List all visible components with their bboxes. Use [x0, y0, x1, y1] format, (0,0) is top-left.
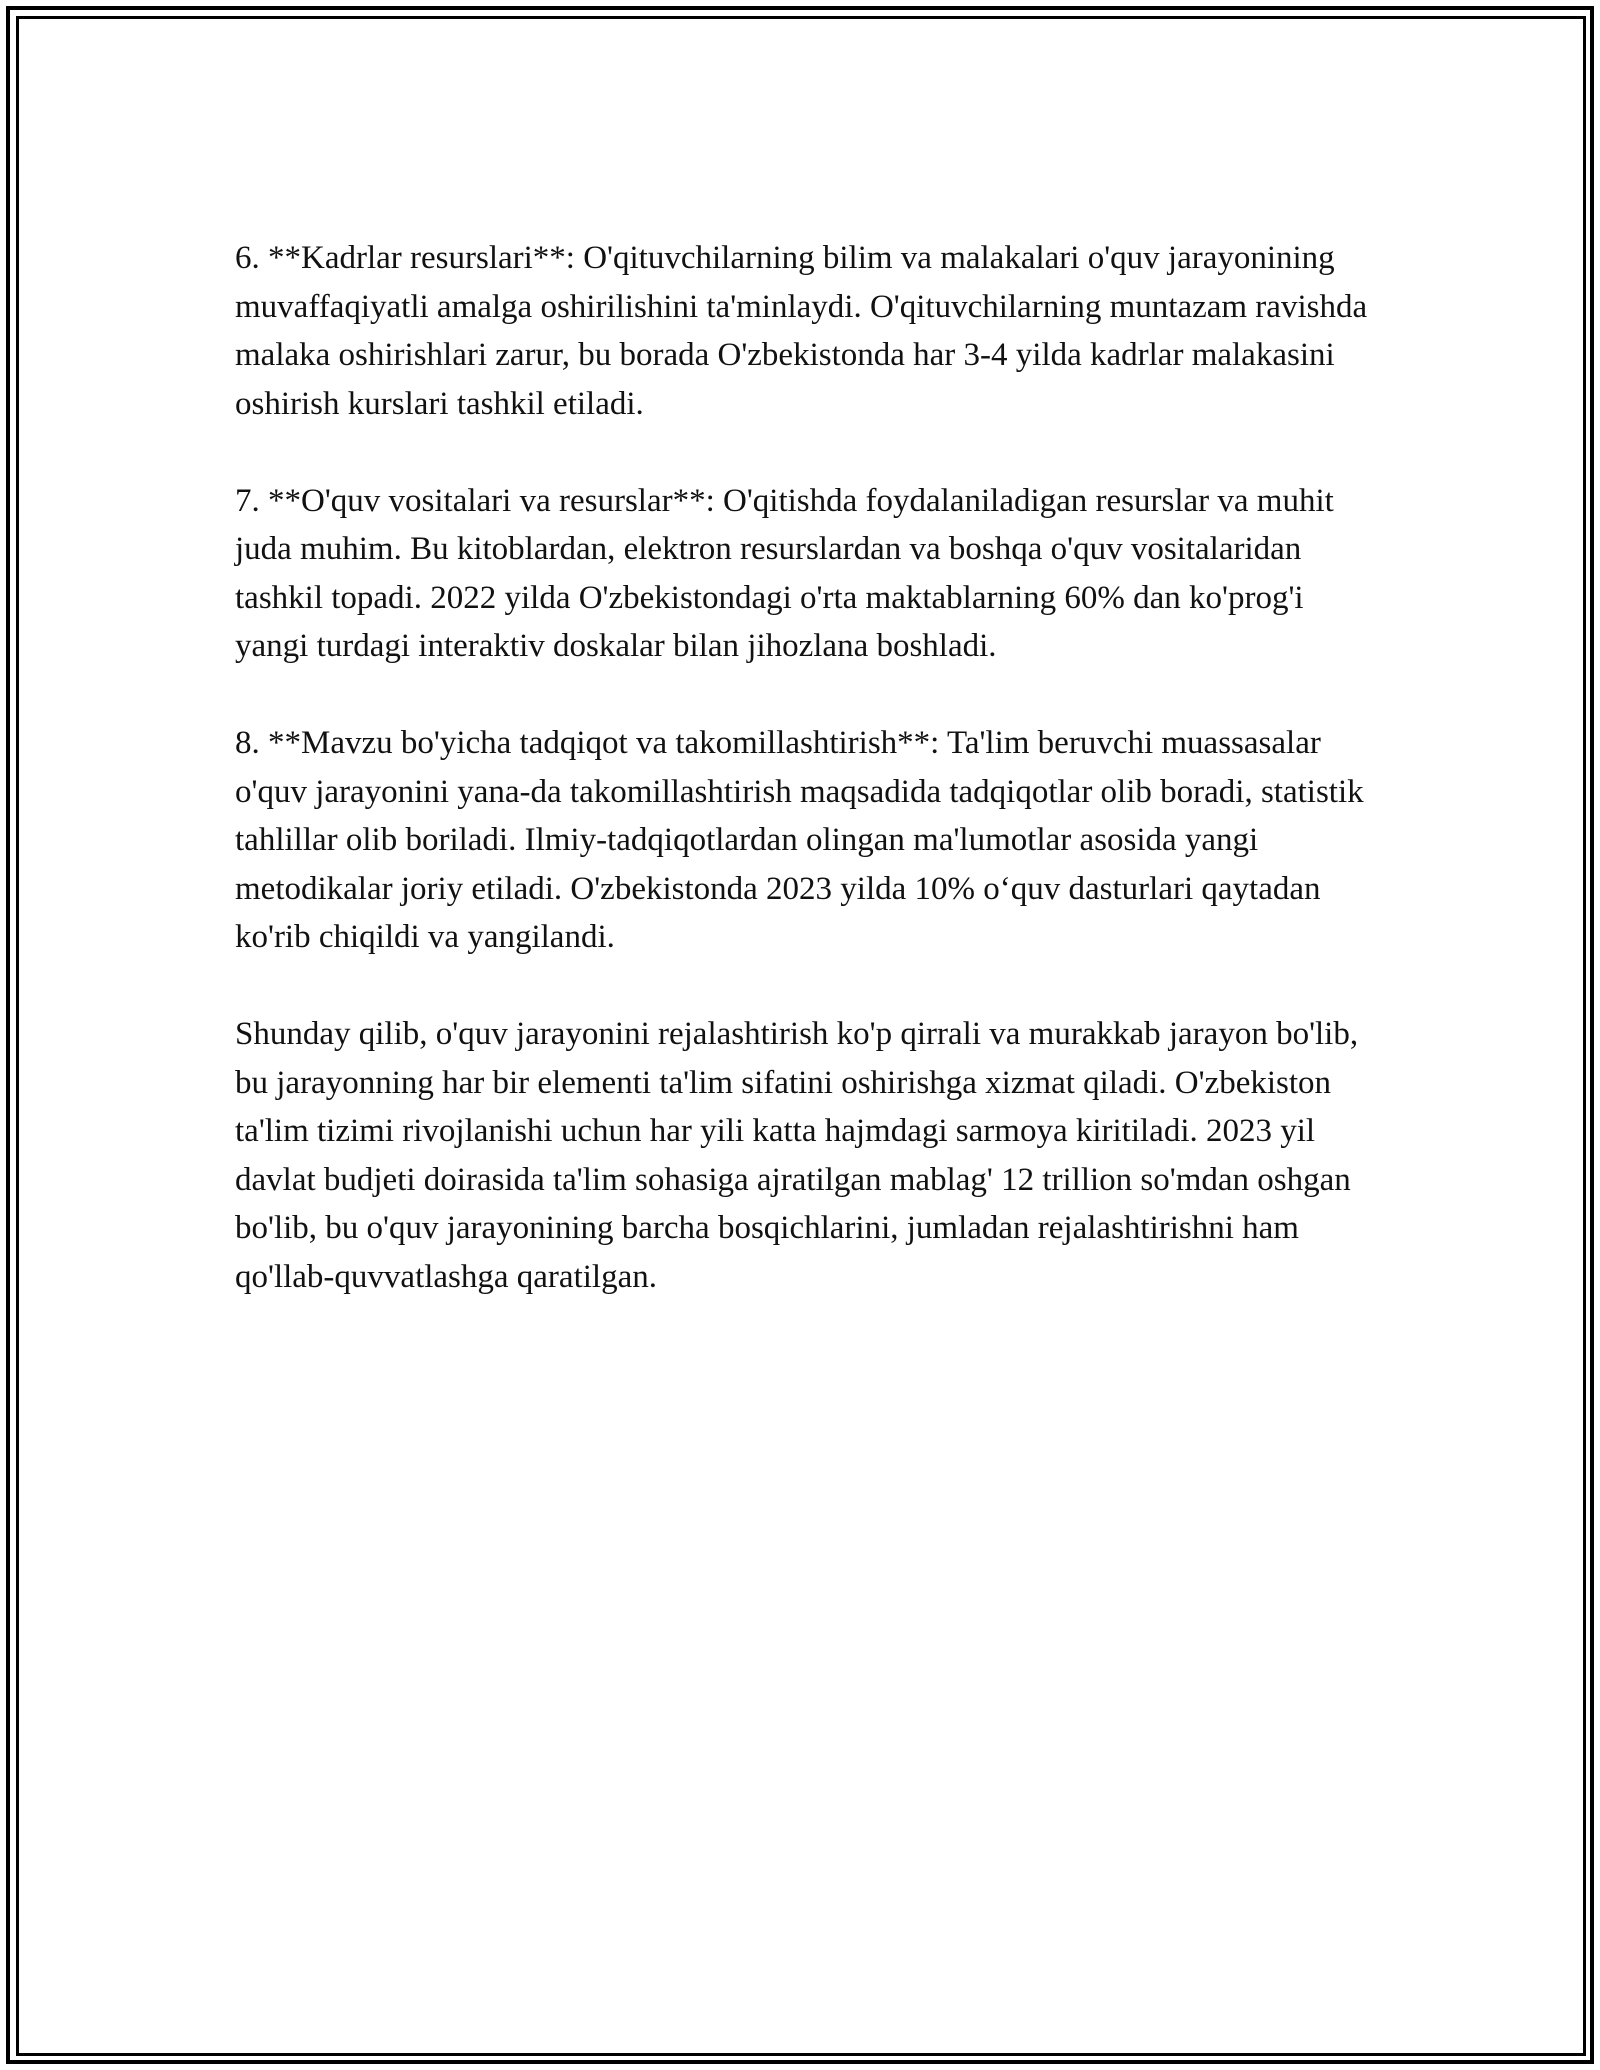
document-body — [235, 234, 1370, 1301]
paragraph-conclusion: Shunday qilib, o'quv jarayonini rejalashtirish ko'p qirrali va murakkab jarayon bo'lib, bu jarayonning har bir elementi ta'lim sifatini oshirishga xizmat qiladi. O'zbekiston ta'lim tizimi rivojlanishi uchun har yili katta hajmdagi sarmoya kiritiladi. 2023 yil davlat budjeti doirasida ta'lim sohasiga ajratilgan mablag' 12 trillion so'mdan oshgan bo'lib, bu o'quv jarayonining barcha bosqichlarini, jumladan rejalashtirishni ham qo'llab-quvvatlashga qaratilgan. — [235, 1016, 1359, 1295]
paragraph-kadrlar-resurslari: 6. **Kadrlar resurslari**: O'qituvchilarning bilim va malakalari o'quv jarayonining muvaffaqiyatli amalga oshirilishini ta'minlaydi. O'qituvchilarning muntazam ravishda malaka oshirishlari zarur, bu borada O'zbekistonda har 3-4 yilda kadrlar malakasini oshirish kurslari tashkil etiladi. — [235, 240, 1368, 422]
paragraph-mavzu-tadqiqot: 8. **Mavzu bo'yicha tadqiqot va takomillashtirish**: Ta'lim beruvchi muassasalar o'quv jarayonini yana-da takomillashtirish maqsadida tadqiqotlar olib boradi, statistik tahlillar olib boriladi. Ilmiy-tadqiqotlardan olingan ma'lumotlar asosida yangi metodikalar joriy etiladi. O'zbekistonda 2023 yilda 10% o‘quv dasturlari qaytadan ko'rib chiqildi va yangilandi. — [235, 725, 1364, 955]
paragraph-oquv-vositalari: 7. **O'quv vositalari va resurslar**: O'qitishda foydalaniladigan resurslar va muhit juda muhim. Bu kitoblardan, elektron resurslardan va boshqa o'quv vositalaridan tashkil topadi. 2022 yilda O'zbekistondagi o'rta maktablarning 60% dan ko'prog'i yangi turdagi interaktiv doskalar bilan jihozlana boshladi. — [235, 482, 1334, 664]
